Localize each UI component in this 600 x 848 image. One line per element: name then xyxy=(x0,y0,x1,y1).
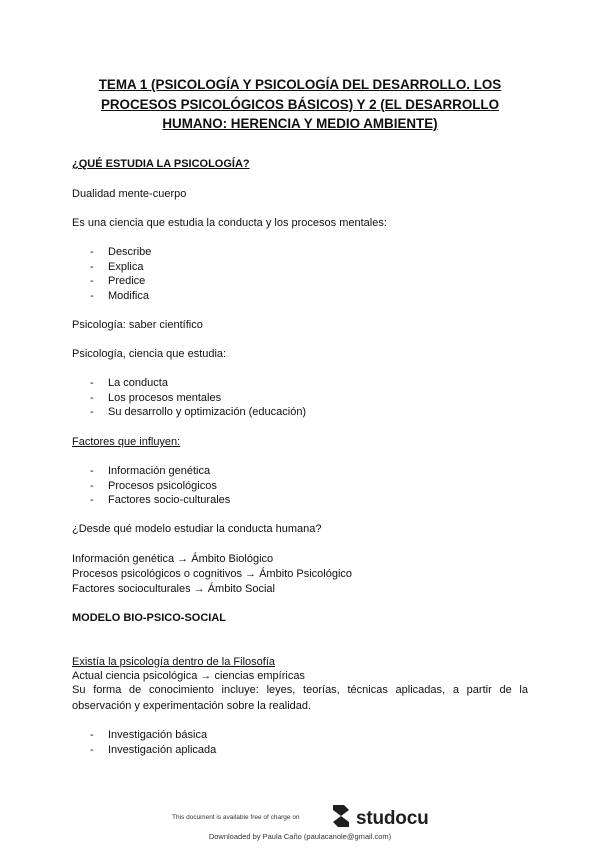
list-item: - Modifica xyxy=(90,289,149,302)
downloaded-by-text: Downloaded by Paula Caño (paulacanole@gmail.com) xyxy=(208,832,392,841)
dualidad-text: Dualidad mente-cuerpo xyxy=(72,188,187,200)
list-item: - La conducta xyxy=(90,377,168,389)
section-heading-que-estudia: ¿QUÉ ESTUDIA LA PSICOLOGÍA? xyxy=(72,158,250,170)
list-item: - Predice xyxy=(90,275,146,287)
ciencia-intro-text: Es una ciencia que estudia la conducta y los procesos mentales: xyxy=(72,217,387,229)
list-item: - Su desarrollo y optimización (educación) xyxy=(90,406,307,418)
mapping-line: Información genética → Ámbito Biológico xyxy=(72,553,274,565)
research-list xyxy=(90,728,216,757)
studies-list xyxy=(90,376,306,420)
factors-list xyxy=(90,464,230,508)
actual-text: Actual ciencia psicológica → ciencias empíricas xyxy=(72,670,305,682)
modelo-heading: MODELO BIO-PSICO-SOCIAL xyxy=(72,612,226,624)
footer-availability-note: This document is available free of charge on xyxy=(172,814,300,821)
conocimiento-paragraph: Su forma de conocimiento incluye: leyes, teorías, técnicas aplicadas, a partir de la observación y experimentación sobre la realidad. xyxy=(72,684,528,712)
filosofia-text: Existía la psicología dentro de la Filosofía xyxy=(72,656,276,668)
estudia-intro-text: Psicología, ciencia que estudia: xyxy=(72,348,227,360)
mapping-line: Factores socioculturales → Ámbito Social xyxy=(72,583,275,595)
factores-heading: Factores que influyen: xyxy=(72,436,181,448)
list-item: - Procesos psicológicos xyxy=(90,479,217,492)
modelo-question-text: ¿Desde qué modelo estudiar la conducta humana? xyxy=(72,523,322,535)
list-item: - Información genética xyxy=(90,465,211,477)
list-item: - Explica xyxy=(90,260,144,273)
document-title: TEMA 1 (PSICOLOGÍA Y PSICOLOGÍA DEL DESARROLLO. LOS PROCESOS PSICOLÓGICOS BÁSICOS) Y 2 (EL DESARROLLO HUMANO: HERENCIA Y MEDIO AMBIENTE) xyxy=(98,77,502,131)
saber-text: Psicología: saber científico xyxy=(72,319,203,331)
list-item: - Factores socio-culturales xyxy=(90,494,231,506)
actions-list xyxy=(90,245,151,303)
list-item: - Investigación básica xyxy=(90,729,208,741)
mapping-line: Procesos psicológicos o cognitivos → Ámbito Psicológico xyxy=(72,568,353,580)
studocu-brand-text: studocu xyxy=(356,807,429,829)
list-item: - Investigación aplicada xyxy=(90,743,217,756)
studocu-brand[interactable] xyxy=(330,803,429,834)
list-item: - Los procesos mentales xyxy=(90,391,222,404)
list-item: - Describe xyxy=(90,246,152,258)
studocu-logo-icon xyxy=(330,803,352,834)
